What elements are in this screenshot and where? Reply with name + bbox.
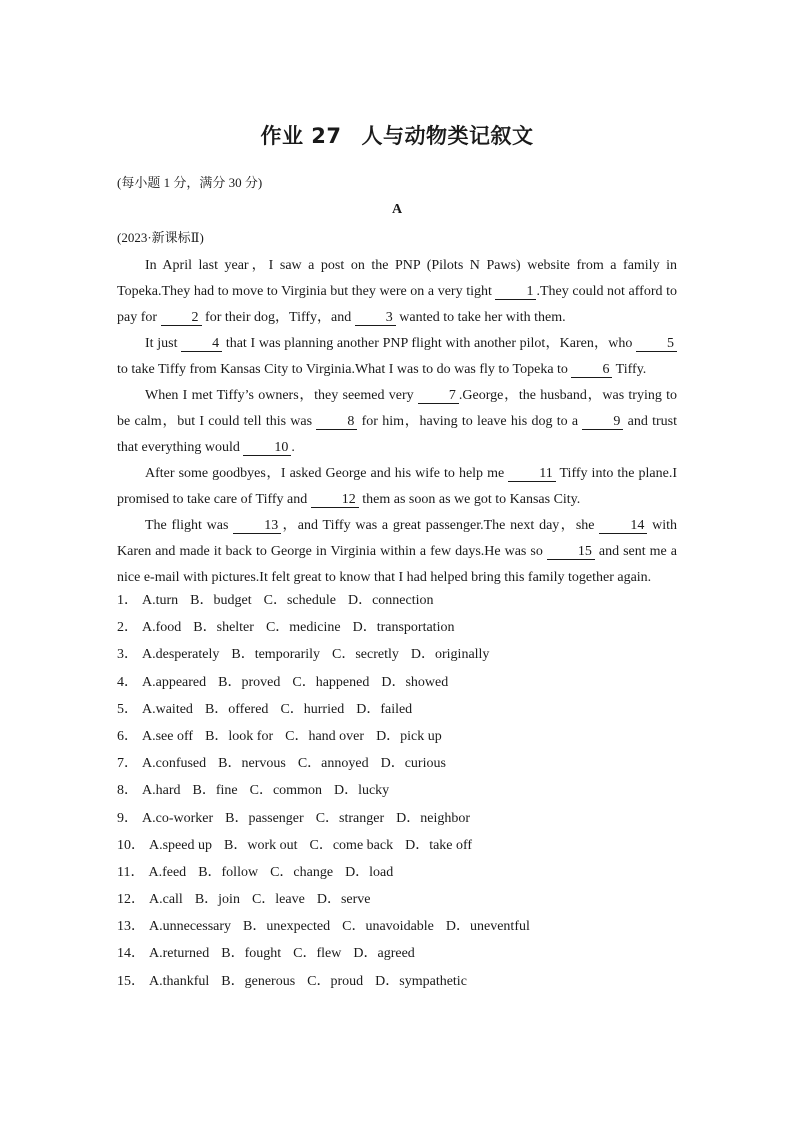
choice-a: A.feed [148, 864, 187, 880]
choice-d: D．load [345, 864, 394, 880]
choice-c: C．schedule [263, 593, 336, 608]
choice-b: B．join [194, 892, 240, 908]
choice-d: D．curious [380, 756, 446, 772]
choice-d: D．lucky [333, 783, 390, 799]
choice-b: B．nervous [218, 756, 286, 772]
passage-text: In April last year，I saw a post on the PNP (Pilots N Paws) website from a family in Topeka.They had to move to Virginia but they were on a very tight [117, 258, 677, 299]
question-8-options [117, 777, 677, 804]
blank-3: 3 [355, 311, 396, 326]
passage-text: After some goodbyes，I asked George and his wife to help me [145, 466, 509, 481]
passage-text: with Karen and made it back to George in Virginia within a few days.He was so [117, 518, 677, 559]
choice-d: D．take off [405, 837, 473, 853]
passage-text: and trust that everything would [117, 414, 677, 455]
blank-14: 14 [599, 519, 647, 534]
choice-d: D．showed [381, 674, 449, 690]
choice-b: B．proved [218, 674, 281, 690]
choice-a: A.waited [142, 701, 193, 717]
choice-c: C．unavoidable [342, 919, 434, 935]
choice-c: C．come back [309, 837, 394, 853]
question-number: 15． [117, 973, 145, 989]
question-11-options [117, 859, 677, 886]
cloze-passage [117, 253, 677, 591]
choice-b: B．offered [204, 701, 269, 717]
question-number: 8． [117, 783, 138, 799]
choice-c: C．leave [251, 892, 305, 908]
choice-a: A.desperately [142, 647, 220, 663]
choice-d: D．pick up [376, 728, 442, 744]
blank-10: 10 [243, 441, 291, 456]
passage-text: that I was planning another PNP flight with another pilot，Karen，who [222, 336, 637, 351]
choice-d: D．failed [356, 701, 413, 717]
choice-b: B．follow [198, 864, 259, 880]
choice-b: B．passenger [225, 810, 304, 826]
question-number: 2． [117, 620, 138, 636]
choice-a: A.food [142, 620, 182, 636]
choice-b: B．look for [205, 728, 274, 744]
blank-15: 15 [547, 545, 595, 560]
passage-text: Tiffy into the plane.I promised to take care of Tiffy and [117, 466, 677, 507]
blank-11: 11 [508, 467, 555, 482]
choice-a: A.unnecessary [149, 919, 232, 935]
passage-text: to take Tiffy from Kansas City to Virginia.What I was to do was fly to Topeka to [117, 362, 572, 377]
choice-d: D．neighbor [396, 810, 471, 826]
blank-6: 6 [571, 363, 612, 378]
passage-text: When I met Tiffy’s owners，they seemed very [145, 388, 418, 403]
source-label: (2023·新课标Ⅱ) [117, 230, 204, 245]
choice-b: B．unexpected [243, 919, 331, 935]
score-note: (每小题 1 分，满分 30 分) [117, 175, 263, 190]
choice-c: C．medicine [265, 620, 341, 636]
question-number: 5． [117, 701, 138, 717]
blank-7: 7 [418, 389, 459, 404]
choice-b: B．temporarily [231, 647, 321, 663]
passage-text: .George，the husband，was trying to be calm，but I could tell this was [117, 388, 677, 429]
section-heading: A [391, 202, 403, 217]
blank-1: 1 [495, 285, 536, 300]
passage-text: .They could not afford to pay for [117, 284, 677, 325]
choice-d: D．agreed [353, 946, 415, 962]
question-3-options [117, 641, 677, 668]
passage-paragraph [117, 331, 677, 383]
question-13-options [117, 913, 677, 940]
passage-text: ，and Tiffy was a great passenger.The next day，she [281, 518, 600, 533]
blank-2: 2 [161, 311, 202, 326]
choice-b: B．generous [221, 973, 296, 989]
choice-b: B．fought [221, 946, 282, 962]
choice-b: B．shelter [193, 620, 254, 636]
choice-a: A.returned [149, 946, 210, 962]
page-title [0, 120, 794, 150]
blank-8: 8 [316, 415, 357, 430]
choice-a: A.co-worker [142, 810, 214, 826]
question-number: 12． [117, 892, 145, 908]
question-7-options [117, 750, 677, 777]
question-10-options [117, 832, 677, 859]
passage-text: The flight was [145, 518, 234, 533]
passage-paragraph [117, 513, 677, 591]
choice-c: C．happened [292, 674, 370, 690]
question-number: 11． [117, 864, 145, 880]
question-9-options [117, 805, 677, 832]
passage-text: them as soon as we got to Kansas City. [358, 492, 581, 507]
passage-text: for their dog，Tiffy，and [201, 310, 355, 325]
question-number: 3． [117, 647, 138, 663]
choice-c: C．stranger [315, 810, 385, 826]
choice-b: B．budget [190, 593, 252, 608]
choice-a: A.call [149, 892, 183, 908]
question-12-options [117, 886, 677, 913]
passage-paragraph [117, 253, 677, 331]
choice-a: A.thankful [149, 973, 210, 989]
blank-9: 9 [582, 415, 623, 430]
choice-d: D．uneventful [445, 919, 530, 935]
blank-12: 12 [311, 493, 359, 508]
question-number: 14． [117, 946, 145, 962]
blank-5: 5 [636, 337, 677, 352]
choice-a: A.confused [142, 756, 207, 772]
question-15-options [117, 968, 677, 995]
choice-a: A.speed up [149, 837, 212, 853]
question-number: 7． [117, 756, 138, 772]
question-number: 4． [117, 674, 138, 690]
choice-a: A.hard [142, 783, 181, 799]
choice-b: B．fine [192, 783, 238, 799]
question-5-options [117, 696, 677, 723]
choice-c: C．proud [307, 973, 364, 989]
answer-options [117, 587, 677, 995]
choice-c: C．secretly [332, 647, 399, 663]
choice-c: C．annoyed [297, 756, 369, 772]
passage-text: Tiffy. [612, 362, 647, 377]
question-1-options [117, 587, 677, 614]
choice-a: A.turn [142, 593, 179, 608]
question-4-options [117, 669, 677, 696]
choice-d: D．connection [347, 593, 434, 608]
question-number: 1． [117, 593, 138, 608]
choice-d: D．transportation [352, 620, 455, 636]
passage-text: for him，having to leave his dog to a [357, 414, 583, 429]
question-14-options [117, 940, 677, 967]
question-2-options [117, 614, 677, 641]
assignment-number: 作业 27 [260, 124, 342, 148]
passage-text: and sent me a nice e-mail with pictures.It felt great to know that I had helped bring this family together again. [117, 544, 677, 585]
question-number: 13． [117, 919, 145, 935]
choice-b: B．work out [224, 837, 298, 853]
blank-4: 4 [181, 337, 222, 352]
passage-paragraph [117, 461, 677, 513]
choice-a: A.appeared [142, 674, 207, 690]
question-number: 6． [117, 728, 138, 744]
assignment-title: 人与动物类记叙文 [361, 124, 534, 148]
passage-text: It just [145, 336, 182, 351]
choice-d: D．sympathetic [375, 973, 467, 989]
question-number: 10． [117, 837, 145, 853]
choice-d: D．originally [410, 647, 490, 663]
choice-a: A.see off [142, 728, 194, 744]
choice-d: D．serve [316, 892, 371, 908]
choice-c: C．common [249, 783, 322, 799]
choice-c: C．hand over [285, 728, 365, 744]
choice-c: C．change [270, 864, 334, 880]
passage-text: . [291, 440, 295, 455]
question-number: 9． [117, 810, 138, 826]
passage-paragraph [117, 383, 677, 461]
passage-text: wanted to take her with them. [395, 310, 566, 325]
blank-13: 13 [233, 519, 281, 534]
choice-c: C．flew [293, 946, 342, 962]
question-6-options [117, 723, 677, 750]
choice-c: C．hurried [280, 701, 345, 717]
